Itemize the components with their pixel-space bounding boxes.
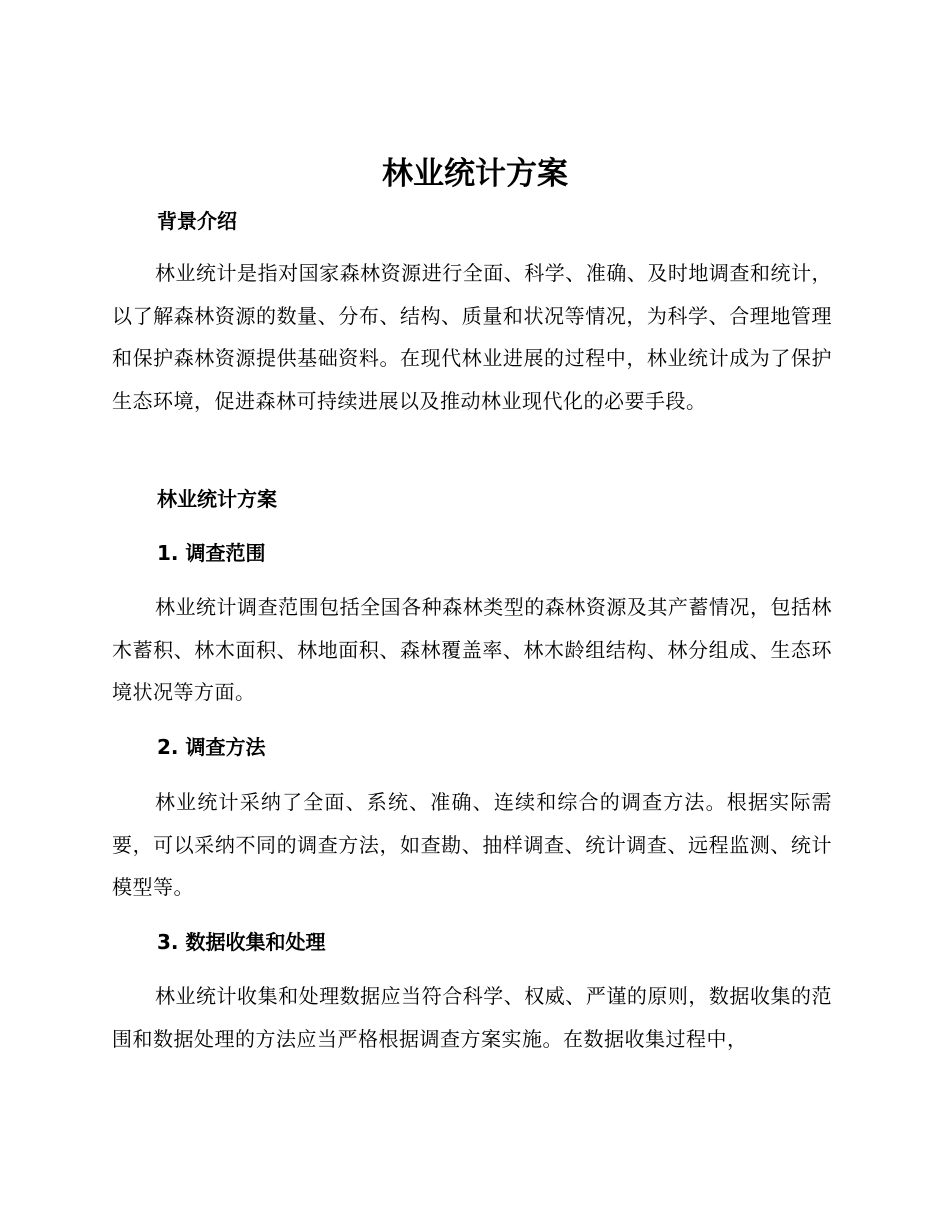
section-heading-background: 背景介绍 bbox=[157, 209, 237, 233]
paragraph-background: 林业统计是指对国家森林资源进行全面、科学、准确、及时地调查和统计，以了解森林资源的数量、分布、结构、质量和状况等情况，为科学、合理地管理和保护森林资源提供基础资料。在现代林业进展的过程中，林业统计成为了保护生态环境，促进森林可持续进展以及推动林业现代化的必要手段。 bbox=[112, 261, 832, 413]
section-heading-data-processing: 3. 数据收集和处理 bbox=[157, 930, 326, 954]
section-heading-plan: 林业统计方案 bbox=[157, 487, 277, 511]
page-title: 林业统计方案 bbox=[382, 156, 568, 192]
paragraph-survey-scope: 林业统计调查范围包括全国各种森林类型的森林资源及其产蓄情况，包括林木蓄积、林木面积、林地面积、森林覆盖率、林木龄组结构、林分组成、生态环境状况等方面。 bbox=[112, 595, 832, 704]
paragraph-data-processing: 林业统计收集和处理数据应当符合科学、权威、严谨的原则，数据收集的范围和数据处理的方法应当严格根据调查方案实施。在数据收集过程中， bbox=[112, 984, 832, 1051]
section-heading-survey-method: 2. 调查方法 bbox=[157, 735, 266, 759]
paragraph-survey-method: 林业统计采纳了全面、系统、准确、连续和综合的调查方法。根据实际需要，可以采纳不同的调查方法，如查勘、抽样调查、统计调查、远程监测、统计模型等。 bbox=[112, 790, 832, 899]
section-heading-survey-scope: 1. 调查范围 bbox=[157, 541, 266, 565]
